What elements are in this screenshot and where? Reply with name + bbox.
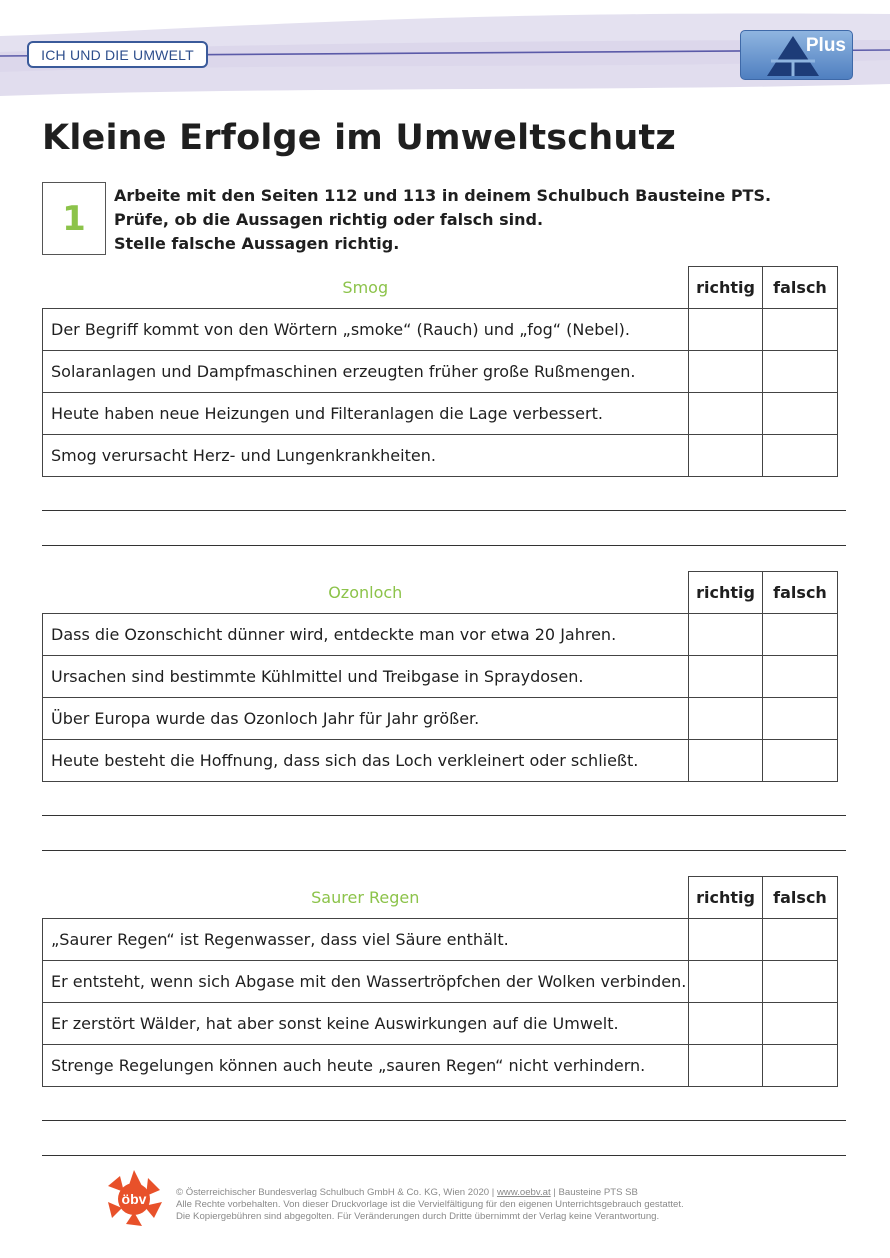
richtig-checkbox[interactable] [689, 435, 763, 477]
statement: Smog verursacht Herz- und Lungenkrankheiten. [43, 435, 689, 477]
logo-text: öbv [121, 1191, 147, 1207]
richtig-checkbox[interactable] [689, 351, 763, 393]
plus-badge [740, 30, 853, 80]
table-row [43, 435, 838, 477]
page-title: Kleine Erfolge im Umweltschutz [42, 118, 676, 158]
statement: Heute haben neue Heizungen und Filteranlagen die Lage verbessert. [43, 393, 689, 435]
statement: Ursachen sind bestimmte Kühlmittel und Treibgase in Spraydosen. [43, 656, 689, 698]
richtig-checkbox[interactable] [689, 393, 763, 435]
answer-line[interactable] [42, 1155, 846, 1156]
answer-line[interactable] [42, 850, 846, 851]
plus-label: Plus [805, 35, 846, 56]
falsch-checkbox[interactable] [763, 614, 838, 656]
statement: „Saurer Regen“ ist Regenwasser, dass viel Säure enthält. [43, 919, 689, 961]
statement: Der Begriff kommt von den Wörtern „smoke“ (Rauch) und „fog“ (Nebel). [43, 309, 689, 351]
table-row [43, 961, 838, 1003]
footer-website-link[interactable]: www.oebv.at [496, 1187, 551, 1198]
table-row [43, 698, 838, 740]
falsch-checkbox[interactable] [763, 656, 838, 698]
section-topic: Smog [43, 267, 689, 309]
quiz-table-smog [42, 266, 838, 477]
footer-copyright [176, 1187, 816, 1223]
statement: Solaranlagen und Dampfmaschinen erzeugten früher große Rußmengen. [43, 351, 689, 393]
answer-line[interactable] [42, 510, 846, 511]
richtig-checkbox[interactable] [689, 1045, 763, 1087]
statement: Heute besteht die Hoffnung, dass sich das Loch verkleinert oder schließt. [43, 740, 689, 782]
falsch-checkbox[interactable] [763, 393, 838, 435]
table-row [43, 919, 838, 961]
table-row [43, 309, 838, 351]
richtig-checkbox[interactable] [689, 961, 763, 1003]
quiz-table-saurer-regen [42, 876, 838, 1087]
richtig-checkbox[interactable] [689, 656, 763, 698]
richtig-checkbox[interactable] [689, 1003, 763, 1045]
falsch-checkbox[interactable] [763, 309, 838, 351]
falsch-checkbox[interactable] [763, 919, 838, 961]
footer-rights-line: Alle Rechte vorbehalten. Von dieser Druckvorlage ist die Vervielfältigung für den eigenen Unterrichtsgebrauch gestattet. [176, 1199, 684, 1210]
instruction-line: Stelle falsche Aussagen richtig. [114, 234, 400, 253]
table-row [43, 1045, 838, 1087]
falsch-checkbox[interactable] [763, 740, 838, 782]
falsch-checkbox[interactable] [763, 1003, 838, 1045]
column-falsch: falsch [763, 877, 838, 919]
answer-line[interactable] [42, 815, 846, 816]
answer-line[interactable] [42, 1120, 846, 1121]
column-falsch: falsch [763, 267, 838, 309]
falsch-checkbox[interactable] [763, 435, 838, 477]
richtig-checkbox[interactable] [689, 309, 763, 351]
table-row [43, 351, 838, 393]
table-row [43, 1003, 838, 1045]
footer-copyright-text: © Österreichischer Bundesverlag Schulbuch GmbH & Co. KG, Wien 2020 | [176, 1187, 497, 1198]
table-row [43, 656, 838, 698]
answer-line[interactable] [42, 545, 846, 546]
falsch-checkbox[interactable] [763, 1045, 838, 1087]
instruction-line: Arbeite mit den Seiten 112 und 113 in deinem Schulbuch Bausteine PTS. [114, 186, 772, 205]
footer-product-text: | Bausteine PTS SB [550, 1187, 638, 1198]
quiz-table-ozonloch [42, 571, 838, 782]
task-instructions [114, 184, 854, 256]
table-row [43, 393, 838, 435]
statement: Er zerstört Wälder, hat aber sonst keine Auswirkungen auf die Umwelt. [43, 1003, 689, 1045]
column-richtig: richtig [689, 267, 763, 309]
statement: Über Europa wurde das Ozonloch Jahr für Jahr größer. [43, 698, 689, 740]
falsch-checkbox[interactable] [763, 961, 838, 1003]
column-falsch: falsch [763, 572, 838, 614]
richtig-checkbox[interactable] [689, 919, 763, 961]
table-row [43, 740, 838, 782]
table-row [43, 614, 838, 656]
falsch-checkbox[interactable] [763, 351, 838, 393]
statement: Er entsteht, wenn sich Abgase mit den Wassertröpfchen der Wolken verbinden. [43, 961, 689, 1003]
instruction-line: Prüfe, ob die Aussagen richtig oder falsch sind. [114, 210, 544, 229]
oebv-logo-icon [104, 1168, 164, 1228]
falsch-checkbox[interactable] [763, 698, 838, 740]
richtig-checkbox[interactable] [689, 614, 763, 656]
chapter-tag: ICH UND DIE UMWELT [27, 41, 208, 68]
statement: Strenge Regelungen können auch heute „sauren Regen“ nicht verhindern. [43, 1045, 689, 1087]
richtig-checkbox[interactable] [689, 740, 763, 782]
footer-fees-line: Die Kopiergebühren sind abgegolten. Für Veränderungen durch Dritte übernimmt der Verlag keine Verantwortung. [176, 1211, 660, 1222]
richtig-checkbox[interactable] [689, 698, 763, 740]
column-richtig: richtig [689, 877, 763, 919]
section-topic: Saurer Regen [43, 877, 689, 919]
statement: Dass die Ozonschicht dünner wird, entdeckte man vor etwa 20 Jahren. [43, 614, 689, 656]
section-topic: Ozonloch [43, 572, 689, 614]
task-number: 1 [42, 182, 106, 255]
column-richtig: richtig [689, 572, 763, 614]
